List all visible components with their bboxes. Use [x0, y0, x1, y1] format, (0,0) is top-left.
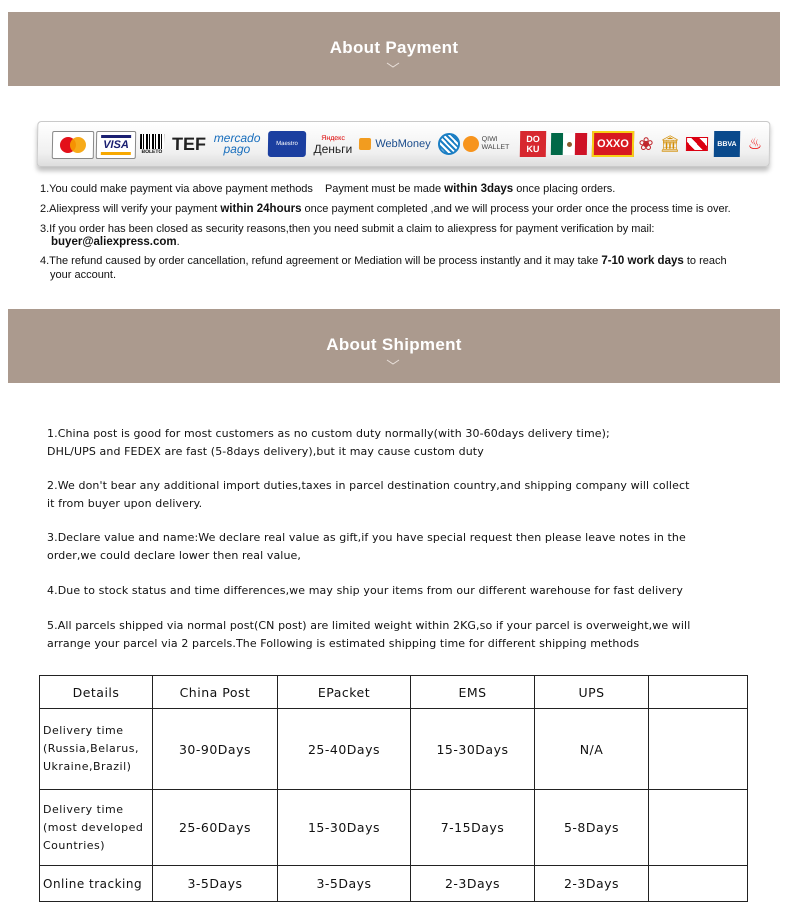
- mastercard-logo-icon: [52, 131, 94, 159]
- table-cell: 2-3Days: [411, 866, 535, 902]
- shipment-point-5-line-1: 5.All parcels shipped via normal post(CN post) are limited weight within 2KG,so if your parcel is overweight,we will: [47, 619, 691, 632]
- payment-line-3: 3.If you order has been closed as security reasons,then you need submit a claim to aliexpress for payment verification by mail:: [40, 223, 655, 235]
- shipment-point-2-line-2: it from buyer upon delivery.: [47, 497, 203, 510]
- shipment-point-1-line-2: DHL/UPS and FEDEX are fast (5-8days delivery),but it may cause custom duty: [47, 445, 484, 458]
- table-header-cell: Details: [40, 676, 153, 709]
- chevron-down-icon: [386, 62, 400, 68]
- table-cell: 25-60Days: [153, 790, 278, 866]
- payment-line-2: 2.Aliexpress will verify your payment within 24hours once payment completed ,and we will process your order once the process time is over.: [40, 203, 731, 215]
- chevron-down-icon: [386, 359, 400, 365]
- flower-bank-logo-icon: ❀: [638, 133, 654, 154]
- table-row-label: Delivery time (Russia,Belarus, Ukraine,Brazil): [40, 709, 153, 790]
- table-cell: 25-40Days: [278, 709, 411, 790]
- mercadopago-logo-icon: mercado pago: [213, 131, 261, 156]
- yandex-money-logo-icon: Яндекс Деньги: [313, 135, 353, 156]
- santander-logo-icon: ♨: [747, 136, 763, 153]
- shipment-point-3-line-1: 3.Declare value and name:We declare real value as gift,if you have special request then please leave notes in the: [47, 531, 686, 544]
- table-cell: [649, 790, 748, 866]
- table-header-cell: [649, 676, 748, 709]
- table-cell: [649, 709, 748, 790]
- payment-methods-strip: [37, 121, 771, 167]
- payment-line-4: 4.The refund caused by order cancellation, refund agreement or Mediation will be process instantly and it may take 7-10 work days to reach: [40, 255, 727, 267]
- tef-logo-icon: TEF: [171, 133, 207, 154]
- table-header-cell: UPS: [535, 676, 649, 709]
- table-cell: 3-5Days: [278, 866, 411, 902]
- table-row-label: Delivery time (most developed Countries): [40, 790, 153, 866]
- table-row: [40, 709, 748, 790]
- webmoney-logo-icon: WebMoney: [356, 131, 434, 157]
- table-cell: N/A: [535, 709, 649, 790]
- shipment-title: About Shipment: [326, 335, 462, 354]
- shipment-point-3-line-2: order,we could declare lower then real value,: [47, 549, 301, 562]
- table-cell: 15-30Days: [278, 790, 411, 866]
- table-cell: 30-90Days: [153, 709, 278, 790]
- table-header-cell: China Post: [153, 676, 278, 709]
- table-cell: 15-30Days: [411, 709, 535, 790]
- shipment-banner: [8, 309, 780, 383]
- boleto-logo-icon: BOLETO: [138, 131, 166, 157]
- payment-line-4-cont: your account.: [50, 269, 117, 281]
- maestro-logo-icon: Maestro: [268, 131, 306, 157]
- table-cell: 7-15Days: [411, 790, 535, 866]
- payment-title: About Payment: [329, 38, 459, 57]
- table-row: [40, 866, 748, 902]
- table-cell: [649, 866, 748, 902]
- table-row: [40, 790, 748, 866]
- table-header-cell: EMS: [411, 676, 535, 709]
- table-cell: 5-8Days: [535, 790, 649, 866]
- hsbc-logo-icon: [684, 131, 710, 157]
- bank-building-logo-icon: 🏛: [659, 136, 681, 153]
- shipping-time-table: [39, 675, 748, 902]
- shipment-point-5-line-2: arrange your parcel via 2 parcels.The Following is estimated shipping time for different shipping methods: [47, 637, 640, 650]
- safetypay-logo-icon: [438, 131, 460, 157]
- table-header-row: [40, 676, 748, 709]
- mexico-flag-icon: [550, 131, 588, 157]
- qiwi-wallet-logo-icon: QIWI WALLET: [462, 131, 510, 157]
- bbva-logo-icon: BBVA: [714, 131, 740, 157]
- payment-banner: [8, 12, 780, 86]
- table-cell: 2-3Days: [535, 866, 649, 902]
- doku-logo-icon: DO KU: [520, 131, 546, 157]
- table-cell: 3-5Days: [153, 866, 278, 902]
- table-row-label: Online tracking: [40, 866, 153, 902]
- visa-logo-icon: VISA: [96, 131, 136, 159]
- shipment-point-1-line-1: 1.China post is good for most customers as no custom duty normally(with 30-60days delivery time);: [47, 427, 610, 440]
- payment-email: buyer@aliexpress.com.: [51, 236, 180, 248]
- shipment-point-4-line-1: 4.Due to stock status and time differences,we may ship your items from our different warehouse for fast delivery: [47, 584, 683, 597]
- payment-line-1: 1.You could make payment via above payment methods Payment must be made within 3days once placing orders.: [40, 183, 616, 195]
- oxxo-logo-icon: OXXO: [592, 131, 634, 157]
- table-header-cell: EPacket: [278, 676, 411, 709]
- shipment-point-2-line-1: 2.We don't bear any additional import duties,taxes in parcel destination country,and shipping company will collect: [47, 479, 690, 492]
